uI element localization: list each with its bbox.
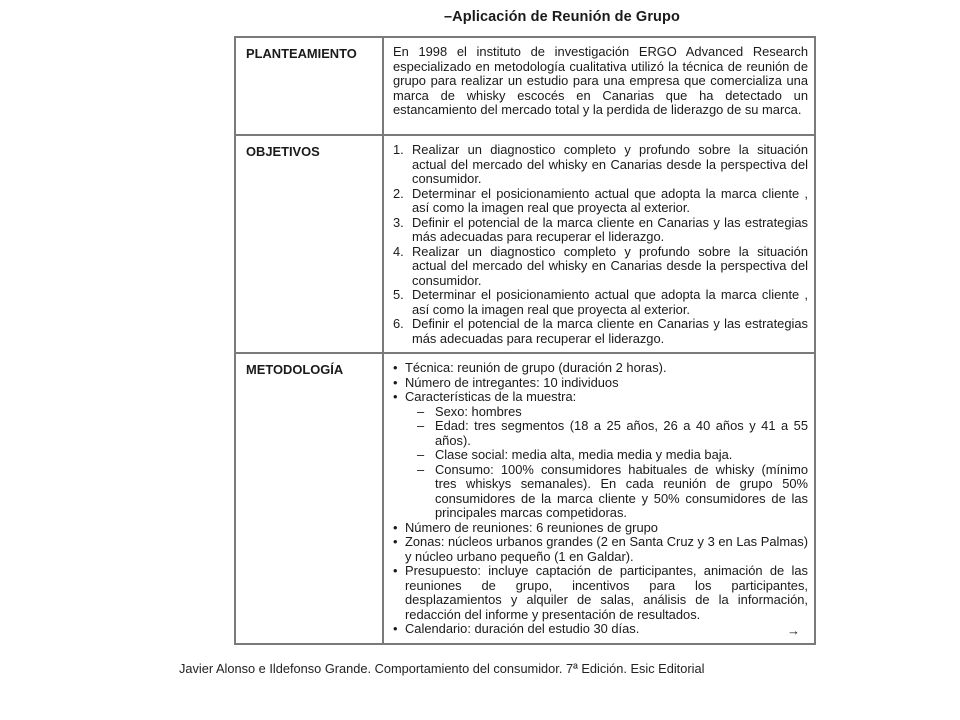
objetivo-text: Determinar el posicionamiento actual que adopta la marca cliente , así como la imagen real que proyecta al exterior.: [412, 185, 808, 215]
objetivo-item: [393, 317, 808, 346]
objetivo-number: 6.: [393, 316, 404, 331]
sub-item-sexo: – Sexo: hombres: [405, 405, 808, 420]
study-table: [234, 36, 816, 645]
objetivos-cell: [383, 135, 815, 353]
objetivo-text: Realizar un diagnostico completo y profundo sobre la situación actual del mercado del whisky en Canarias desde la perspectiva del consumidor.: [412, 142, 808, 186]
objetivo-text: Determinar el posicionamiento actual que adopta la marca cliente , así como la imagen real que proyecta al exterior.: [412, 287, 808, 317]
page-title: –Aplicación de Reunión de Grupo: [444, 9, 680, 25]
metodologia-item-tecnica: • Técnica: reunión de grupo (duración 2 horas).: [393, 361, 808, 376]
objetivo-text: Definir el potencial de la marca cliente en Canarias y las estrategias más adecuadas para recuperar el liderazgo.: [412, 316, 808, 346]
label-objetivos: OBJETIVOS: [235, 135, 383, 353]
metodologia-item-reuniones: • Número de reuniones: 6 reuniones de grupo: [393, 521, 808, 536]
row-metodologia: [235, 353, 815, 644]
label-planteamiento: PLANTEAMIENTO: [235, 37, 383, 135]
objetivo-item: [393, 187, 808, 216]
objetivo-number: 1.: [393, 142, 404, 157]
caracteristicas-sublist: [405, 405, 808, 521]
objetivos-list: [393, 143, 808, 346]
source-caption: Javier Alonso e Ildefonso Grande. Comportamiento del consumidor. 7ª Edición. Esic Editorial: [179, 661, 705, 676]
planteamiento-text: En 1998 el instituto de investigación ERGO Advanced Research especializado en metodología cualitativa utilizó la técnica de reunión de grupo para realizar un estudio para una empresa que comercializa una marca de whisky escocés en Canarias que ha detectado un estancamiento del mercado total y la perdida de liderazgo de su marca.: [383, 37, 815, 135]
objetivo-number: 2.: [393, 185, 404, 201]
sub-item-edad: – Edad: tres segmentos (18 a 25 años, 26 a 40 años y 41 a 55 años).: [405, 419, 808, 448]
objetivo-item: [393, 216, 808, 245]
row-objetivos: [235, 135, 815, 353]
objetivo-text: Realizar un diagnostico completo y profundo sobre la situación actual del mercado del whisky en Canarias desde la perspectiva del consumidor.: [412, 243, 808, 288]
label-metodologia: METODOLOGÍA: [235, 353, 383, 644]
objetivo-item: [393, 288, 808, 317]
metodologia-item-integrantes: • Número de intregantes: 10 individuos: [393, 376, 808, 391]
objetivo-number: 4.: [393, 243, 404, 259]
metodologia-cell: [383, 353, 815, 644]
metodologia-item-presupuesto: • Presupuesto: incluye captación de participantes, animación de las reuniones de grupo, incentivos para los participantes, desplazamientos y alquiler de salas, análisis de la información, redacción del informe y presentación de resultados.: [393, 564, 808, 622]
metodologia-item-zonas: • Zonas: núcleos urbanos grandes (2 en Santa Cruz y 3 en Las Palmas) y núcleo urbano pequeño (1 en Galdar).: [393, 535, 808, 564]
objetivo-item: [393, 245, 808, 289]
sub-item-clase-social: – Clase social: media alta, media media y media baja.: [405, 448, 808, 463]
objetivo-number: 3.: [393, 214, 404, 230]
row-planteamiento: [235, 37, 815, 135]
metodologia-item-caracteristicas: [393, 390, 808, 521]
metodologia-item-calendario: • Calendario: duración del estudio 30 días.: [393, 622, 808, 637]
arrow-right-icon: →: [787, 623, 800, 638]
caracteristicas-heading: Características de la muestra:: [405, 389, 577, 404]
objetivo-number: 5.: [393, 287, 404, 302]
objetivo-item: [393, 143, 808, 187]
sub-item-consumo: – Consumo: 100% consumidores habituales de whisky (mínimo tres whiskys semanales). En cada reunión de grupo 50% consumidores de la marca cliente y 50% consumidores de las principales marcas competidoras.: [405, 463, 808, 521]
objetivo-text: Definir el potencial de la marca cliente en Canarias y las estrategias más adecuadas para recuperar el liderazgo.: [412, 214, 808, 244]
metodologia-list: [393, 361, 808, 637]
